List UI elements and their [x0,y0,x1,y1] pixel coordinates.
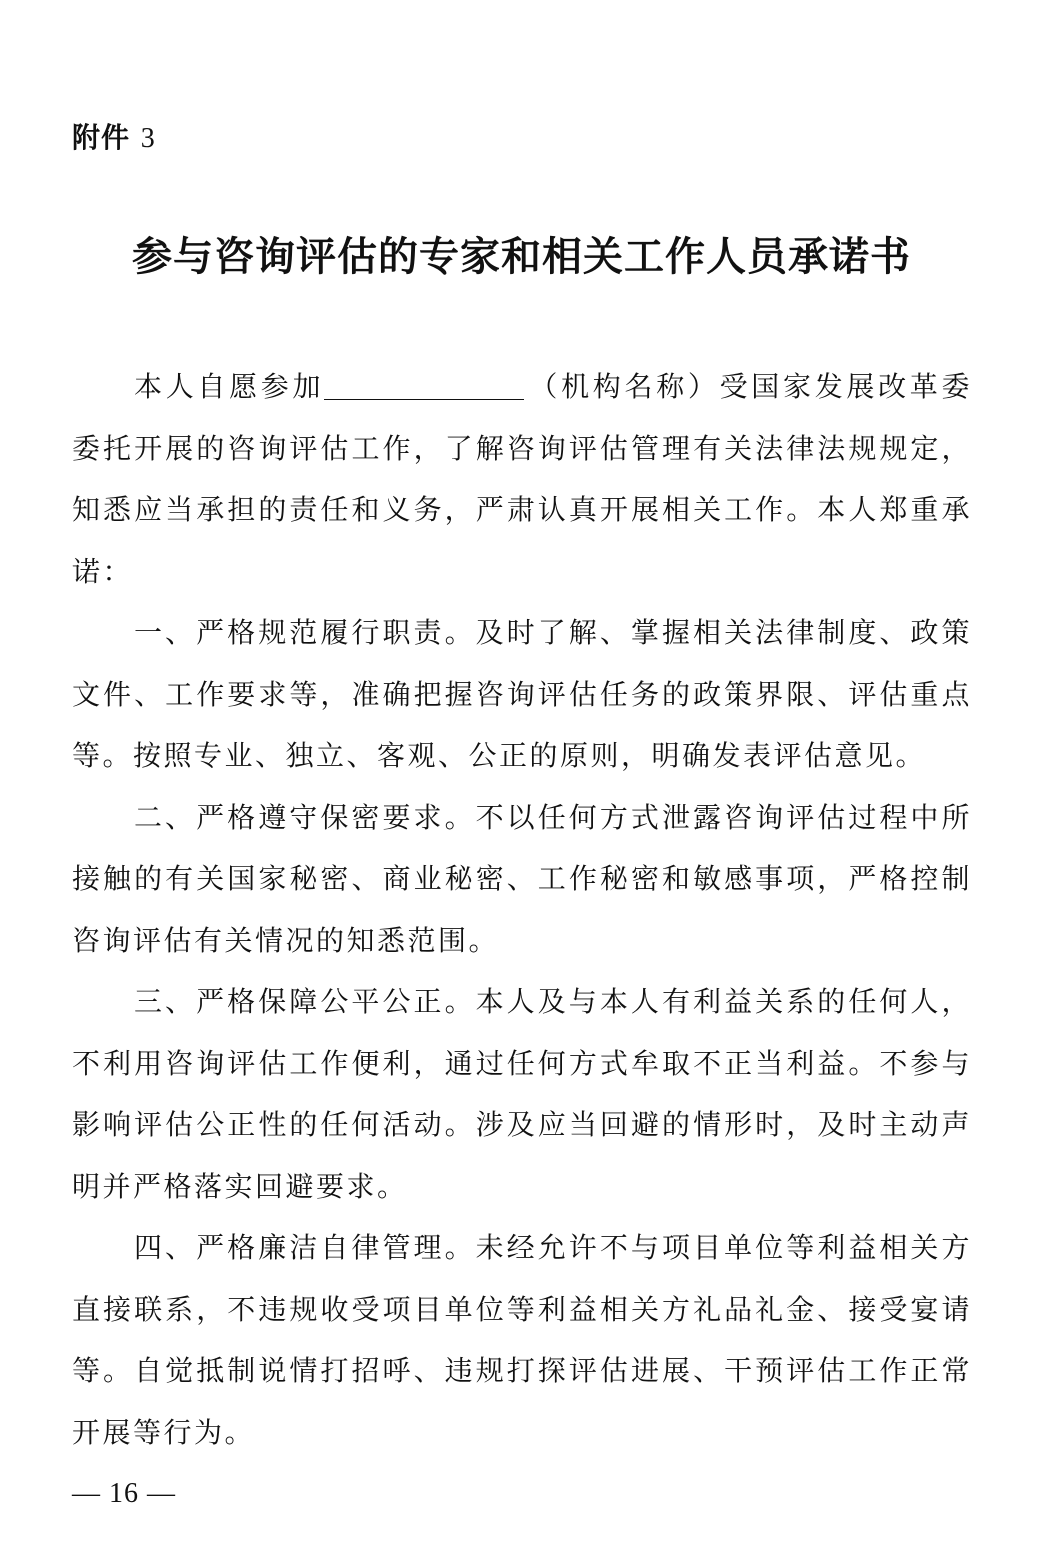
commitment-paragraph-1: 一、严格规范履行职责。及时了解、掌握相关法律制度、政策文件、工作要求等，准确把握咨询评估任务的政策界限、评估重点等。按照专业、独立、客观、公正的原则，明确发表评估意见。 [72,616,972,772]
page-number: — 16 — [72,1478,176,1509]
attachment-number: 3 [140,123,156,154]
intro-after-blank: （机构名称）受国家发展改革委委托开展的咨询评估工作，了解咨询评估管理有关法律法规规定，知悉应当承担的责任和义务，严肃认真开展相关工作。本人郑重承诺： [72,370,972,588]
commitment-paragraph-4: 四、严格廉洁自律管理。未经允许不与项目单位等利益相关方直接联系，不违规收受项目单位等利益相关方礼品礼金、接受宴请等。自觉抵制说情打招呼、违规打探评估进展、干预评估工作正常开展等行为。 [72,1231,972,1449]
attachment-label-text: 附件 [72,121,131,154]
document-title: 参与咨询评估的专家和相关工作人员承诺书 [132,233,911,280]
institution-name-blank [324,369,524,400]
commitment-paragraph-3: 三、严格保障公平公正。本人及与本人有利益关系的任何人，不利用咨询评估工作便利，通过任何方式牟取不正当利益。不参与影响评估公正性的任何活动。涉及应当回避的情形时，及时主动声明并严格落实回避要求。 [72,985,972,1203]
intro-before-blank: 本人自愿参加 [134,370,325,403]
intro-paragraph [72,356,972,602]
document-body [72,356,972,1463]
attachment-label [72,118,156,159]
commitment-paragraph-2: 二、严格遵守保密要求。不以任何方式泄露咨询评估过程中所接触的有关国家秘密、商业秘密、工作秘密和敏感事项，严格控制咨询评估有关情况的知悉范围。 [72,800,972,957]
